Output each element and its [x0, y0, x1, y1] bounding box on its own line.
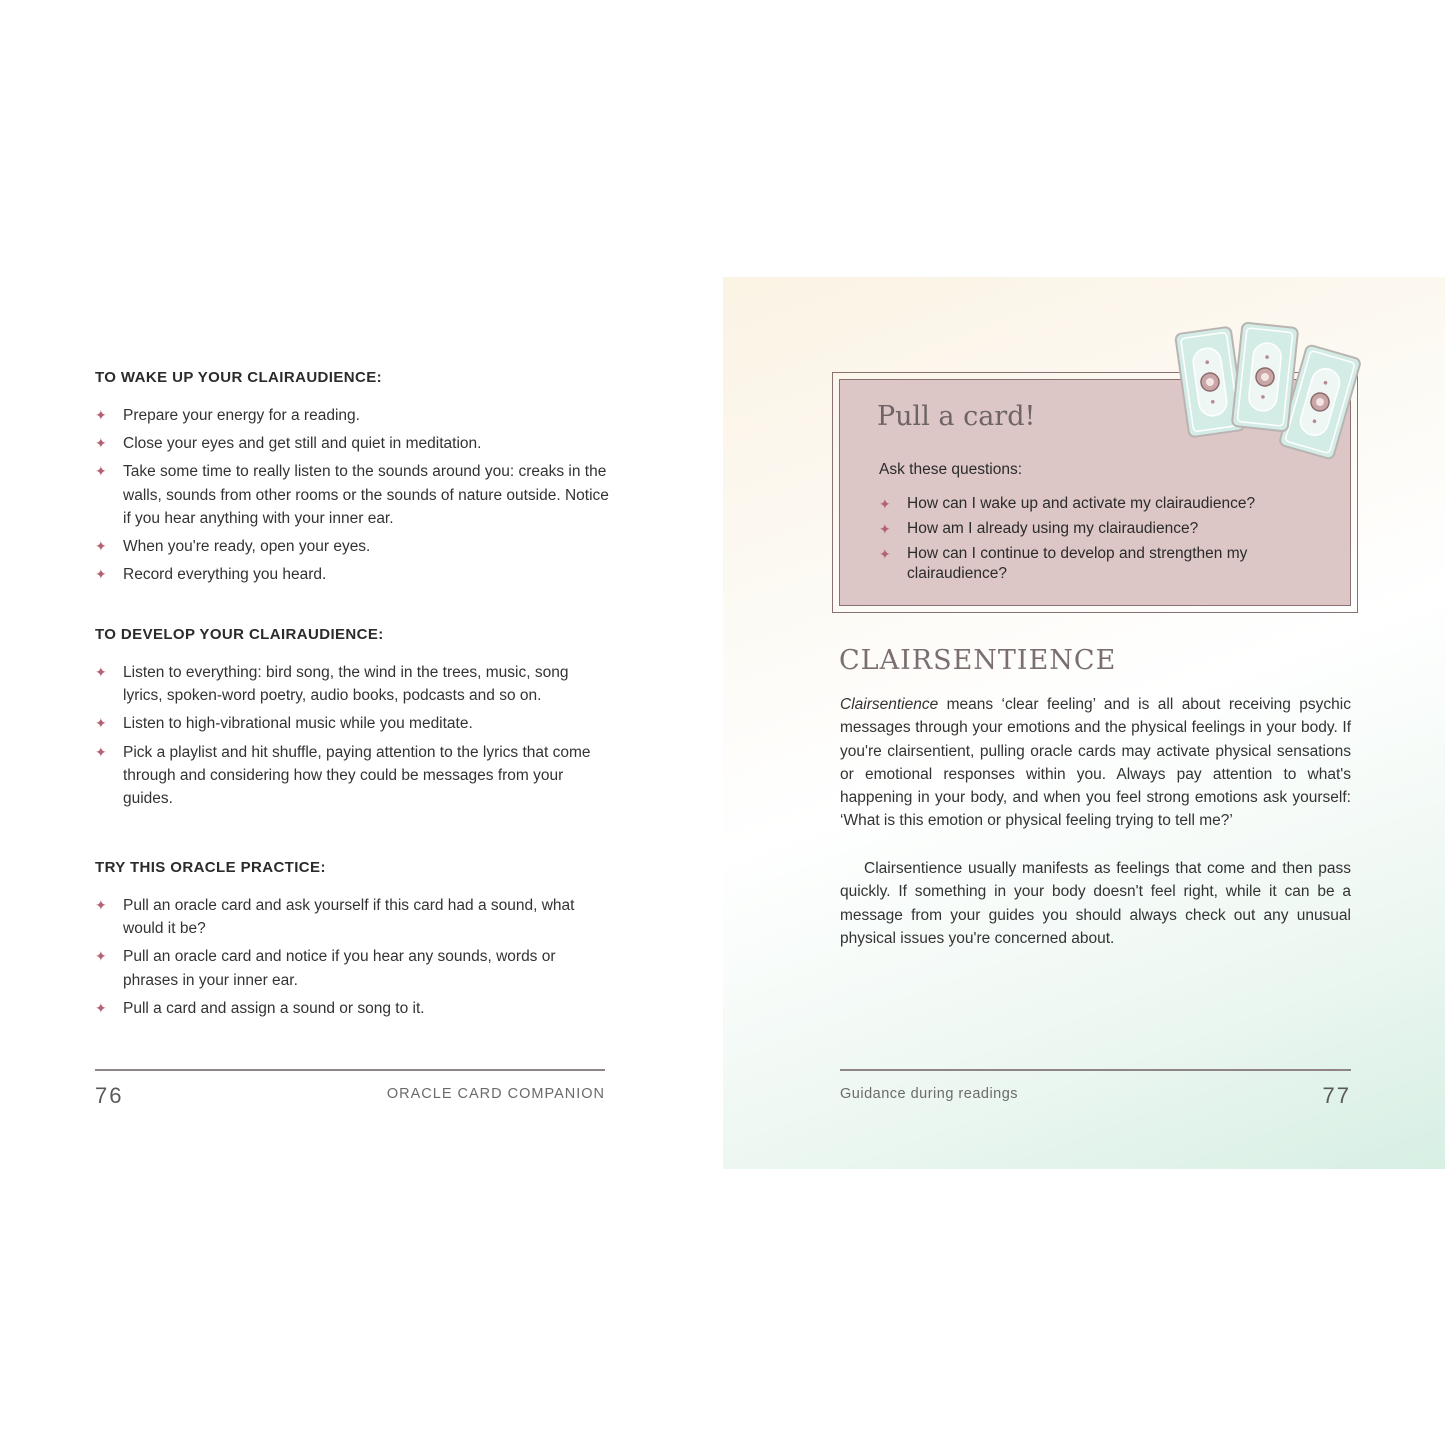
- list-item: ✦ Close your eyes and get still and quiet in meditation.: [95, 432, 610, 455]
- list-item: ✦ Prepare your energy for a reading.: [95, 404, 610, 427]
- page-number-left: 76: [95, 1083, 124, 1108]
- list-item: ✦ Pull an oracle card and notice if you hear any sounds, words or phrases in your inner ear.: [95, 945, 610, 991]
- star-bullet-icon: ✦: [95, 407, 107, 423]
- star-bullet-icon: ✦: [879, 521, 891, 537]
- star-bullet-icon: ✦: [879, 546, 891, 562]
- list-item: ✦ Pull an oracle card and ask yourself if this card had a sound, what would it be?: [95, 894, 610, 940]
- clairsentience-title: CLAIRSENTIENCE: [839, 645, 1117, 676]
- clairsentience-term: Clairsentience: [840, 696, 939, 713]
- list-item: ✦ How am I already using my clairaudience?: [879, 520, 1199, 537]
- section-heading-wake-up: TO WAKE UP YOUR CLAIRAUDIENCE:: [95, 369, 383, 386]
- section-heading-develop: TO DEVELOP YOUR CLAIRAUDIENCE:: [95, 626, 384, 643]
- star-bullet-icon: ✦: [95, 566, 107, 583]
- pull-card-subtitle: Ask these questions:: [879, 461, 1023, 478]
- star-bullet-icon: ✦: [95, 948, 107, 965]
- running-footer-right: Guidance during readings: [840, 1086, 1019, 1102]
- footer-rule-right: [840, 1069, 1351, 1071]
- wake-up-list: [95, 404, 610, 591]
- star-bullet-icon: ✦: [95, 664, 107, 680]
- oracle-cards-illustration: [1160, 312, 1380, 472]
- list-item: ✦ How can I continue to develop and strengthen my clairaudience?: [879, 545, 1248, 582]
- star-bullet-icon: ✦: [95, 897, 107, 913]
- star-bullet-icon: ✦: [879, 496, 891, 512]
- section-heading-practice: TRY THIS ORACLE PRACTICE:: [95, 859, 326, 876]
- list-item: ✦ How can I wake up and activate my clairaudience?: [879, 495, 1256, 512]
- star-bullet-icon: ✦: [95, 999, 107, 1016]
- footer-rule-left: [95, 1069, 605, 1071]
- oracle-card-icon: [1232, 322, 1299, 431]
- list-item: ✦ Take some time to really listen to the sounds around you: creaks in the walls, sounds from other rooms or the sounds of nature outside. Notice if you hear anything with your inner ear.: [95, 460, 610, 530]
- list-item: ✦ When you're ready, open your eyes.: [95, 535, 610, 558]
- clairsentience-paragraph-1: Clairsentience means ‘clear feeling’ and is all about receiving psychic messages through your emotions and the physical feelings in your body. If you're clairsentient, pulling oracle cards may activate physical sensations or emotional responses within you. Always pay attention to what's happening in your body, and when you feel strong emotions ask yourself: ‘What is this emotion or physical feeling trying to tell me?’: [840, 696, 1351, 830]
- list-item: ✦ Pull a card and assign a sound or song to it.: [95, 997, 610, 1020]
- star-bullet-icon: ✦: [95, 435, 107, 452]
- star-bullet-icon: ✦: [95, 743, 107, 760]
- clairsentience-paragraph-2: Clairsentience usually manifests as feelings that come and then pass quickly. If something in your body doesn't feel right, while it can be a message from your guides you should always check out any unusual physical issues you're concerned about.: [840, 860, 1351, 947]
- star-bullet-icon: ✦: [95, 715, 107, 732]
- practice-list: [95, 894, 610, 1025]
- develop-list: [95, 661, 610, 815]
- page-number-right: 77: [1322, 1083, 1351, 1108]
- star-bullet-icon: ✦: [95, 463, 107, 480]
- list-item: ✦ Pick a playlist and hit shuffle, paying attention to the lyrics that come through and considering how they could be messages from your guides.: [95, 741, 610, 811]
- list-item: ✦ Listen to everything: bird song, the wind in the trees, music, song lyrics, spoken-word poetry, audio books, podcasts and so on.: [95, 661, 610, 707]
- question-list: [879, 494, 1319, 589]
- running-footer-left: ORACLE CARD COMPANION: [386, 1086, 605, 1102]
- star-bullet-icon: ✦: [95, 538, 107, 555]
- list-item: ✦ Listen to high-vibrational music while you meditate.: [95, 712, 610, 735]
- pull-card-title: Pull a card!: [877, 401, 1036, 432]
- list-item: ✦ Record everything you heard.: [95, 563, 610, 586]
